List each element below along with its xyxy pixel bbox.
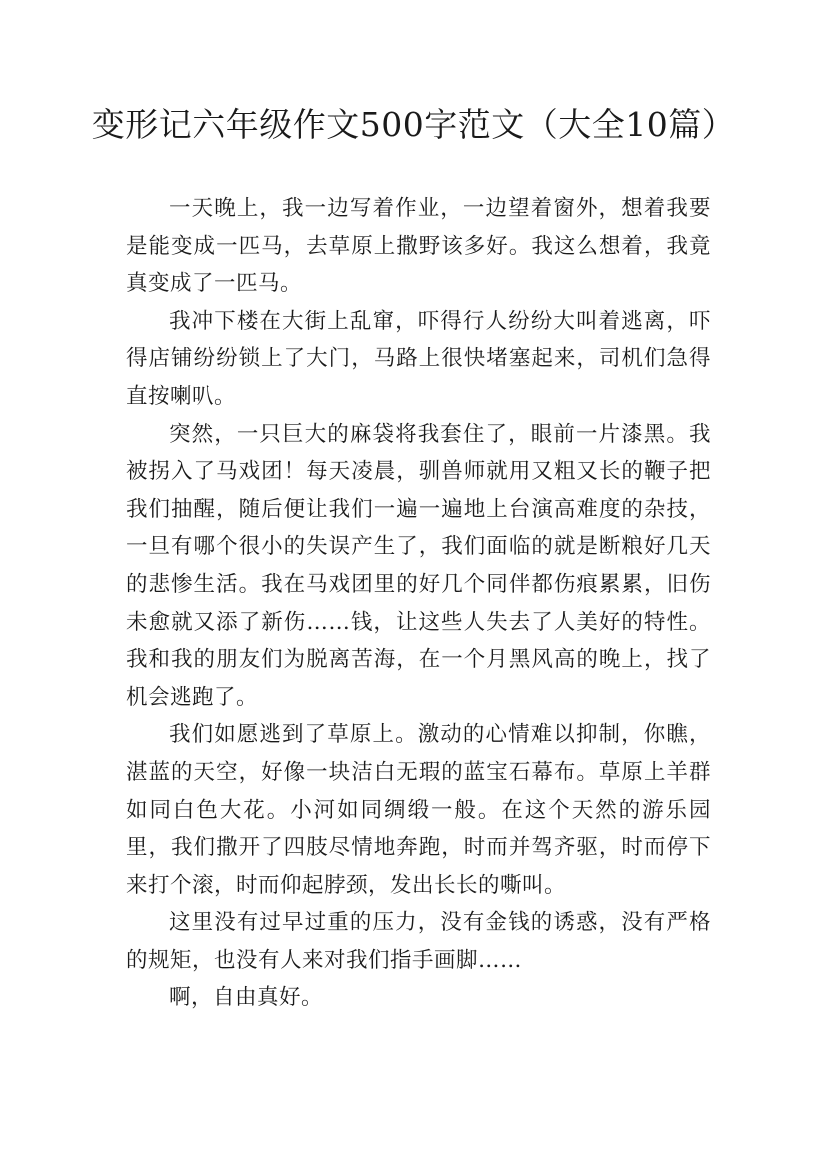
paragraph-1: 一天晚上，我一边写着作业，一边望着窗外，想着我要是能变成一匹马，去草原上撒野该多好。我这么想着，我竟真变成了一匹马。 bbox=[126, 196, 711, 297]
paragraph-6: 啊，自由真好。 bbox=[169, 985, 324, 1011]
document-title: 变形记六年级作文500字范文（大全10篇） bbox=[91, 105, 736, 144]
paragraph-3: 突然，一只巨大的麻袋将我套住了，眼前一片漆黑。我被拐入了马戏团！每天凌晨，驯兽师就用又粗又长的鞭子把我们抽醒，随后便让我们一遍一遍地上台演高难度的杂技，一旦有哪个很小的失误产生了，我们面临的就是断粮好几天的悲惨生活。我在马戏团里的好几个同伴都伤痕累累，旧伤未愈就又添了新伤……钱，让这些人失去了人美好的特性。我和我的朋友们为脱离苦海，在一个月黑风高的晚上，找了机会逃跑了。 bbox=[126, 421, 711, 710]
paragraph-4: 我们如愿逃到了草原上。激动的心情难以抑制，你瞧，湛蓝的天空，好像一块洁白无瑕的蓝宝石幕布。草原上羊群如同白色大花。小河如同绸缎一般。在这个天然的游乐园里，我们撒开了四肢尽情地奔跑，时而并驾齐驱，时而停下来打个滚，时而仰起脖颈，发出长长的嘶叫。 bbox=[126, 722, 711, 898]
document-body bbox=[126, 190, 711, 1017]
paragraph-2: 我冲下楼在大街上乱窜，吓得行人纷纷大叫着逃离，吓得店铺纷纷锁上了大门，马路上很快堵塞起来，司机们急得直按喇叭。 bbox=[126, 308, 711, 409]
paragraph-5: 这里没有过早过重的压力，没有金钱的诱惑，没有严格的规矩，也没有人来对我们指手画脚…… bbox=[126, 910, 711, 973]
